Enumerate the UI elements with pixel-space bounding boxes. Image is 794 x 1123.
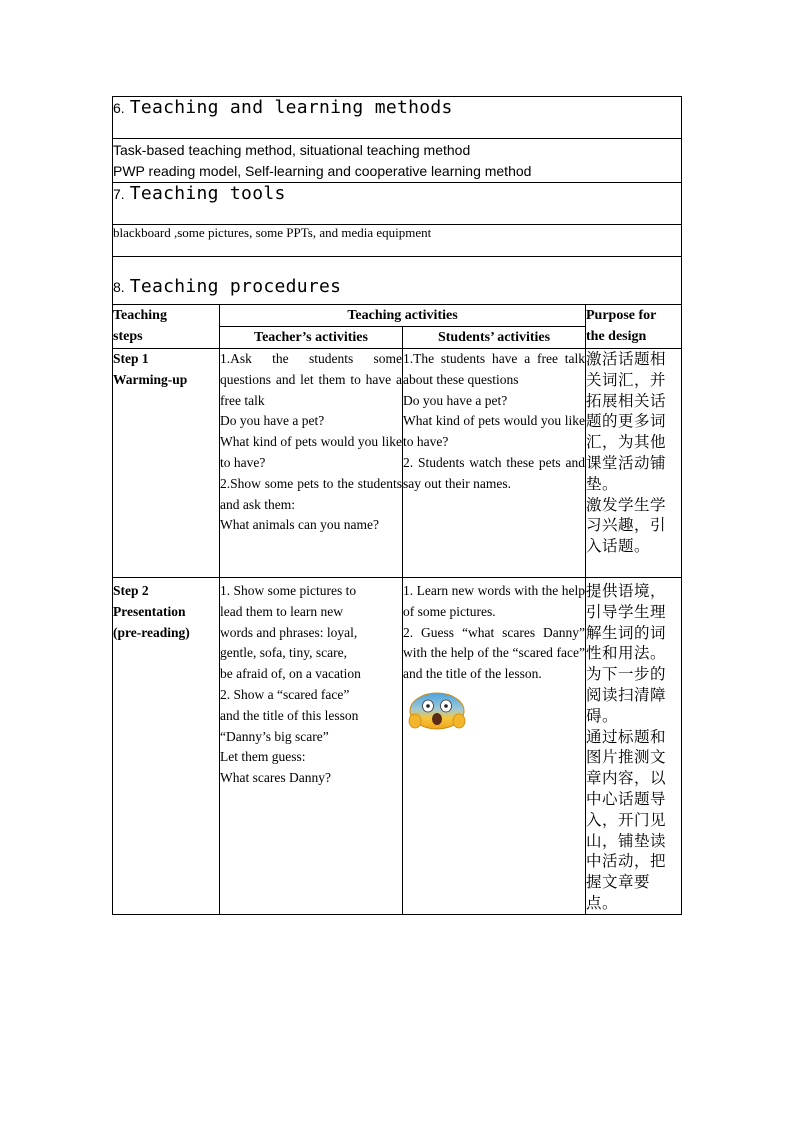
step-2-teacher-line-1: 1. Show some pictures to bbox=[220, 583, 357, 598]
step-1-label bbox=[113, 349, 220, 578]
step-1-teacher-line-5: What animals can you name? bbox=[220, 517, 379, 533]
methods-line-2: PWP reading model, Self-learning and cooperative learning method bbox=[113, 163, 532, 179]
step-1-teacher-line-1: 1.Ask the students some questions and let them to have a free talk bbox=[220, 351, 402, 408]
step-2-teacher-line-5: be afraid of, on a vacation bbox=[220, 666, 361, 682]
step-2-label bbox=[113, 578, 220, 915]
step-2-teacher-line-6: 2. Show a “scared face” bbox=[220, 686, 350, 702]
section-6-number: 6. bbox=[113, 100, 125, 116]
step-1-teacher-line-3: What kind of pets would you like to have? bbox=[220, 434, 402, 470]
step-1-teacher-line-4: 2.Show some pets to the students and ask them: bbox=[220, 475, 402, 512]
step-2-student-activities bbox=[403, 578, 586, 915]
section-7-body-row bbox=[113, 225, 682, 257]
steps-header-line-1: Teaching bbox=[113, 308, 167, 323]
section-8-header-row bbox=[113, 257, 682, 305]
section-8-title: Teaching procedures bbox=[129, 276, 342, 297]
step-2-purpose bbox=[586, 578, 682, 915]
step-1-teacher-activities bbox=[220, 349, 403, 578]
section-6-heading bbox=[113, 97, 682, 139]
col-header-activities: Teaching activities bbox=[220, 305, 586, 327]
step-1-student-line-4: 2. Students watch these pets and say out their names. bbox=[403, 454, 585, 491]
step-1-teacher-line-2: Do you have a pet? bbox=[220, 413, 325, 429]
procedure-row-step-2 bbox=[113, 578, 682, 915]
step-1-purpose bbox=[586, 349, 682, 578]
col-header-students: Students’ activities bbox=[403, 327, 586, 349]
procedure-header-row-1 bbox=[113, 305, 682, 327]
section-8-number: 8. bbox=[113, 279, 125, 295]
step-2-teacher-line-7: and the title of this lesson bbox=[220, 707, 359, 723]
section-6-title: Teaching and learning methods bbox=[129, 97, 453, 118]
section-7-header-row bbox=[113, 183, 682, 225]
step-2-line-3: (pre-reading) bbox=[113, 624, 190, 640]
scared-face-icon bbox=[407, 691, 467, 731]
step-2-teacher-line-4: gentle, sofa, tiny, scare, bbox=[220, 645, 347, 661]
step-2-purpose-para-2: 通过标题和图片推测文章内容，以中心话题导入，开门见山，铺垫读中活动，把握文章要点。 bbox=[586, 727, 667, 912]
methods-line-1: Task-based teaching method, situational teaching method bbox=[113, 142, 471, 158]
section-6-body-row bbox=[113, 139, 682, 183]
step-1-student-line-3: What kind of pets would you like to have? bbox=[403, 413, 585, 450]
step-1-line-2: Warming-up bbox=[113, 371, 188, 387]
lesson-plan-table bbox=[112, 96, 682, 915]
step-1-line-1: Step 1 bbox=[113, 351, 149, 366]
teaching-tools-text: blackboard ,some pictures, some PPTs, and media equipment bbox=[113, 225, 682, 257]
step-1-purpose-para-2: 激发学生学习兴趣，引入话题。 bbox=[586, 495, 667, 556]
step-2-line-2: Presentation bbox=[113, 603, 186, 619]
step-1-student-line-2: Do you have a pet? bbox=[403, 392, 508, 408]
section-7-number: 7. bbox=[113, 186, 125, 202]
step-1-purpose-para-1: 激活话题相关词汇，并拓展相关话题的更多词汇，为其他课堂活动铺垫。 bbox=[586, 350, 667, 493]
steps-header-line-2: steps bbox=[113, 329, 143, 344]
step-2-teacher-line-9: Let them guess: bbox=[220, 749, 306, 765]
col-header-steps bbox=[113, 305, 220, 349]
col-header-teacher: Teacher’s activities bbox=[220, 327, 403, 349]
col-header-purpose bbox=[586, 305, 682, 349]
step-2-teacher-activities bbox=[220, 578, 403, 915]
step-2-student-line-1: 1. Learn new words with the help of some pictures. bbox=[403, 583, 585, 619]
section-8-heading bbox=[113, 257, 682, 305]
purpose-header-line-1: Purpose for bbox=[586, 308, 657, 323]
step-2-student-line-2: 2. Guess “what scares Danny” with the help of the “scared face” and the title of the lesson. bbox=[403, 624, 585, 682]
step-2-teacher-line-2: lead them to learn new bbox=[220, 603, 343, 619]
step-2-purpose-para-1: 提供语境，引导学生理解生词的词性和用法。为下一步的阅读扫清障碍。 bbox=[586, 582, 667, 725]
step-2-line-1: Step 2 bbox=[113, 583, 149, 598]
procedure-row-step-1 bbox=[113, 349, 682, 578]
step-2-teacher-line-3: words and phrases: loyal, bbox=[220, 624, 358, 640]
section-6-header-row bbox=[113, 97, 682, 139]
section-7-heading bbox=[113, 183, 682, 225]
step-1-student-line-1: 1.The students have a free talk about these questions bbox=[403, 351, 585, 387]
step-2-teacher-line-8: “Danny’s big scare” bbox=[220, 728, 329, 744]
purpose-header-line-2: the design bbox=[586, 329, 647, 344]
section-7-title: Teaching tools bbox=[129, 183, 286, 204]
step-2-teacher-line-10: What scares Danny? bbox=[220, 770, 331, 786]
step-1-student-activities bbox=[403, 349, 586, 578]
